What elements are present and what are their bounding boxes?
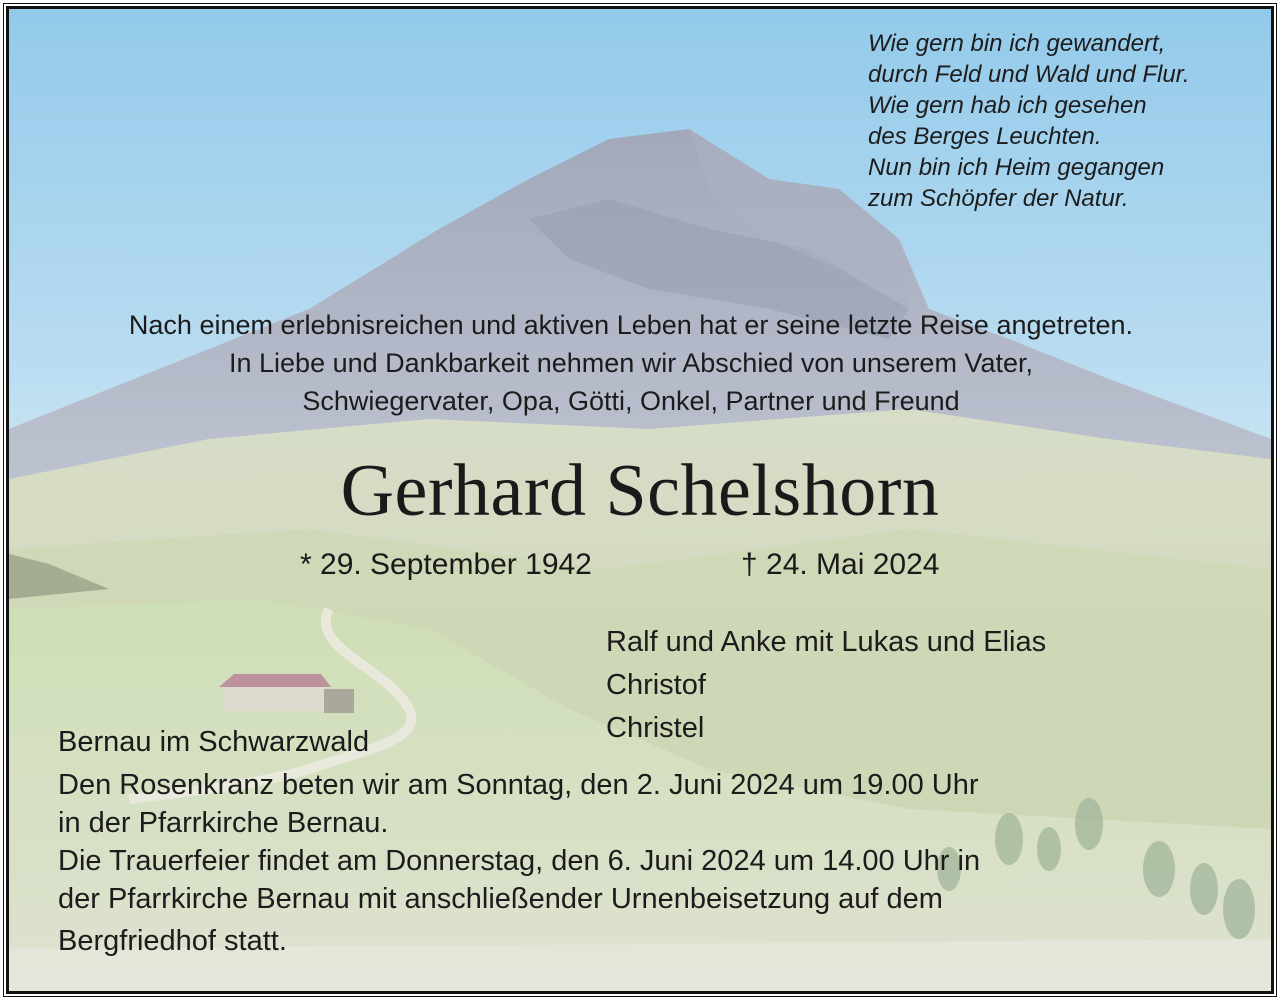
notice-line: Bergfriedhof statt.	[58, 925, 287, 957]
notice-line: Den Rosenkranz beten wir am Sonntag, den 2. Juni 2024 um 19.00 Uhr	[58, 769, 979, 801]
mourners-list	[606, 621, 1046, 750]
mourner-entry: Ralf und Anke mit Lukas und Elias	[606, 626, 1047, 658]
intro-line: Nach einem erlebnisreichen und aktiven Leben hat er seine letzte Reise angetreten.	[128, 310, 1134, 340]
intro-line: Schwiegervater, Opa, Götti, Onkel, Partner und Freund	[302, 386, 960, 416]
funeral-notice	[58, 766, 1198, 960]
poem-line: Wie gern bin ich gewandert,	[868, 30, 1166, 57]
death-date: † 24. Mai 2024	[741, 548, 940, 581]
birth-date: * 29. September 1942	[300, 548, 592, 581]
poem-verse	[868, 28, 1248, 214]
intro-text	[0, 306, 1262, 420]
poem-line: zum Schöpfer der Natur.	[868, 185, 1129, 212]
poem-line: des Berges Leuchten.	[868, 123, 1102, 150]
deceased-name: Gerhard Schelshorn	[340, 450, 940, 532]
mourner-entry: Christel	[606, 712, 705, 744]
notice-line: der Pfarrkirche Bernau mit anschließender Urnenbeisetzung auf dem	[58, 883, 943, 915]
poem-line: Nun bin ich Heim gegangen	[868, 154, 1165, 181]
mourner-entry: Christof	[606, 669, 706, 701]
notice-line: Die Trauerfeier findet am Donnerstag, den 6. Juni 2024 um 14.00 Uhr in	[58, 845, 981, 877]
poem-line: durch Feld und Wald und Flur.	[868, 61, 1190, 88]
intro-line: In Liebe und Dankbarkeit nehmen wir Abschied von unserem Vater,	[229, 348, 1033, 378]
notice-line: in der Pfarrkirche Bernau.	[58, 807, 389, 839]
place-of-residence: Bernau im Schwarzwald	[58, 726, 370, 758]
poem-line: Wie gern hab ich gesehen	[868, 92, 1147, 119]
